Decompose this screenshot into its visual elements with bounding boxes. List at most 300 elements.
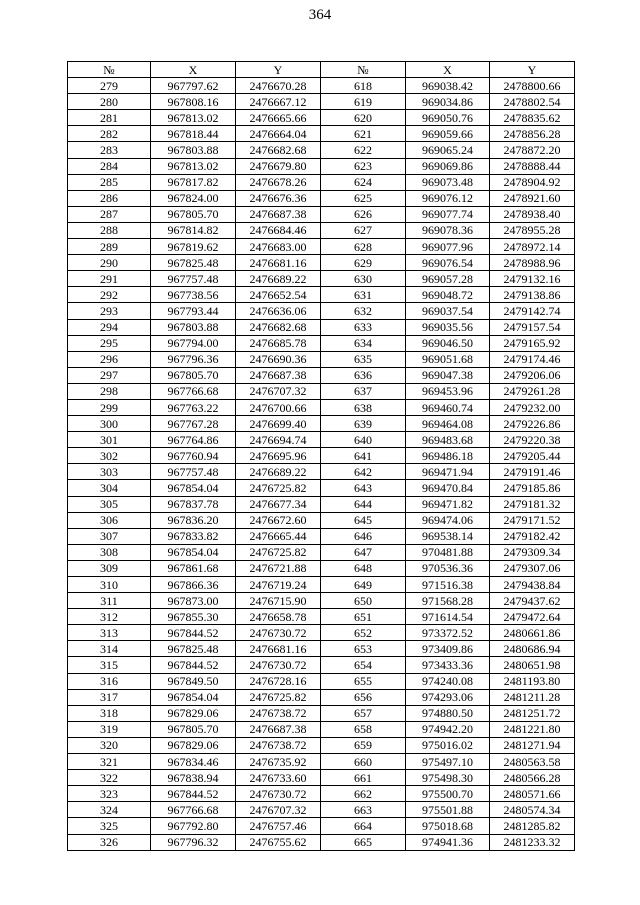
cell-number-left: 311 (68, 593, 151, 609)
table-row (68, 142, 575, 158)
table-row (68, 158, 575, 174)
table-row (68, 335, 575, 351)
cell-x-right: 969470.84 (406, 480, 490, 496)
cell-y-left: 2476719.24 (236, 577, 321, 593)
cell-y-left: 2476699.40 (236, 416, 321, 432)
cell-number-left: 318 (68, 705, 151, 721)
cell-number-left: 304 (68, 480, 151, 496)
cell-y-right: 2479205.44 (490, 448, 575, 464)
cell-y-right: 2479138.86 (490, 287, 575, 303)
cell-y-right: 2481251.72 (490, 705, 575, 721)
cell-y-left: 2476730.72 (236, 625, 321, 641)
cell-y-left: 2476738.72 (236, 705, 321, 721)
cell-x-right: 975501.88 (406, 802, 490, 818)
cell-x-left: 967738.56 (151, 287, 236, 303)
cell-x-right: 969050.76 (406, 110, 490, 126)
cell-y-right: 2478835.62 (490, 110, 575, 126)
cell-y-left: 2476679.80 (236, 158, 321, 174)
cell-number-right: 651 (321, 609, 406, 625)
cell-x-left: 967813.02 (151, 110, 236, 126)
cell-number-left: 325 (68, 818, 151, 834)
table-row (68, 737, 575, 753)
cell-number-left: 315 (68, 657, 151, 673)
cell-y-right: 2481233.32 (490, 834, 575, 850)
cell-number-left: 322 (68, 770, 151, 786)
cell-x-right: 969048.72 (406, 287, 490, 303)
table-row (68, 593, 575, 609)
cell-number-left: 293 (68, 303, 151, 319)
cell-number-left: 290 (68, 255, 151, 271)
cell-x-left: 967873.00 (151, 593, 236, 609)
cell-x-right: 969038.42 (406, 78, 490, 94)
table-row (68, 239, 575, 255)
cell-y-left: 2476735.92 (236, 754, 321, 770)
cell-x-left: 967760.94 (151, 448, 236, 464)
table-row (68, 222, 575, 238)
cell-y-left: 2476707.32 (236, 802, 321, 818)
table-row (68, 834, 575, 850)
cell-x-right: 974293.06 (406, 689, 490, 705)
cell-x-left: 967825.48 (151, 641, 236, 657)
cell-number-right: 631 (321, 287, 406, 303)
cell-number-left: 282 (68, 126, 151, 142)
cell-y-left: 2476665.44 (236, 528, 321, 544)
cell-x-right: 973372.52 (406, 625, 490, 641)
cell-x-right: 969076.54 (406, 255, 490, 271)
table-row (68, 174, 575, 190)
table-row (68, 448, 575, 464)
cell-y-left: 2476694.74 (236, 432, 321, 448)
cell-x-right: 969474.06 (406, 512, 490, 528)
cell-number-right: 658 (321, 721, 406, 737)
cell-y-left: 2476687.38 (236, 206, 321, 222)
cell-x-right: 969073.48 (406, 174, 490, 190)
table-row (68, 577, 575, 593)
cell-number-left: 279 (68, 78, 151, 94)
cell-y-left: 2476664.04 (236, 126, 321, 142)
cell-x-right: 974942.20 (406, 721, 490, 737)
cell-number-left: 281 (68, 110, 151, 126)
page-number: 364 (308, 7, 332, 23)
cell-number-right: 638 (321, 399, 406, 415)
table-row (68, 496, 575, 512)
cell-number-right: 640 (321, 432, 406, 448)
cell-x-left: 967844.52 (151, 657, 236, 673)
cell-number-left: 323 (68, 786, 151, 802)
cell-number-right: 664 (321, 818, 406, 834)
cell-x-right: 969471.82 (406, 496, 490, 512)
cell-number-left: 302 (68, 448, 151, 464)
cell-y-right: 2479185.86 (490, 480, 575, 496)
cell-number-right: 626 (321, 206, 406, 222)
cell-number-right: 650 (321, 593, 406, 609)
cell-x-left: 967766.68 (151, 802, 236, 818)
cell-number-right: 663 (321, 802, 406, 818)
cell-x-right: 971568.28 (406, 593, 490, 609)
cell-y-left: 2476672.60 (236, 512, 321, 528)
cell-y-left: 2476670.28 (236, 78, 321, 94)
cell-number-left: 313 (68, 625, 151, 641)
cell-x-left: 967808.16 (151, 94, 236, 110)
cell-y-left: 2476683.00 (236, 239, 321, 255)
header-x-left: X (151, 62, 236, 78)
cell-number-right: 622 (321, 142, 406, 158)
table-row (68, 609, 575, 625)
cell-x-right: 969034.86 (406, 94, 490, 110)
cell-y-right: 2479226.86 (490, 416, 575, 432)
table-row (68, 383, 575, 399)
cell-number-right: 660 (321, 754, 406, 770)
cell-x-left: 967792.80 (151, 818, 236, 834)
cell-number-right: 642 (321, 464, 406, 480)
cell-y-right: 2478888.44 (490, 158, 575, 174)
cell-number-left: 309 (68, 560, 151, 576)
cell-number-right: 646 (321, 528, 406, 544)
cell-number-right: 627 (321, 222, 406, 238)
table-row (68, 786, 575, 802)
cell-y-right: 2480571.66 (490, 786, 575, 802)
cell-number-left: 280 (68, 94, 151, 110)
cell-y-right: 2478800.66 (490, 78, 575, 94)
cell-y-left: 2476685.78 (236, 335, 321, 351)
cell-y-right: 2478938.40 (490, 206, 575, 222)
cell-number-right: 649 (321, 577, 406, 593)
cell-y-right: 2480661.86 (490, 625, 575, 641)
cell-x-right: 974240.08 (406, 673, 490, 689)
cell-number-right: 618 (321, 78, 406, 94)
cell-number-left: 288 (68, 222, 151, 238)
cell-x-left: 967764.86 (151, 432, 236, 448)
cell-y-right: 2479438.84 (490, 577, 575, 593)
cell-x-left: 967837.78 (151, 496, 236, 512)
cell-number-right: 652 (321, 625, 406, 641)
coordinates-table (67, 61, 575, 851)
cell-x-left: 967757.48 (151, 271, 236, 287)
cell-y-left: 2476677.34 (236, 496, 321, 512)
cell-number-left: 297 (68, 367, 151, 383)
cell-x-left: 967838.94 (151, 770, 236, 786)
cell-y-right: 2480651.98 (490, 657, 575, 673)
table-row (68, 464, 575, 480)
cell-number-right: 644 (321, 496, 406, 512)
cell-x-right: 969069.86 (406, 158, 490, 174)
cell-x-left: 967818.44 (151, 126, 236, 142)
cell-x-left: 967814.82 (151, 222, 236, 238)
table-row (68, 625, 575, 641)
cell-x-right: 969076.12 (406, 190, 490, 206)
cell-x-right: 969057.28 (406, 271, 490, 287)
cell-y-right: 2481271.94 (490, 737, 575, 753)
table-body (68, 78, 575, 851)
cell-x-right: 969464.08 (406, 416, 490, 432)
cell-y-left: 2476700.66 (236, 399, 321, 415)
cell-number-right: 647 (321, 544, 406, 560)
cell-number-left: 291 (68, 271, 151, 287)
cell-x-left: 967805.70 (151, 367, 236, 383)
cell-x-right: 969078.36 (406, 222, 490, 238)
cell-x-right: 969047.38 (406, 367, 490, 383)
table-row (68, 818, 575, 834)
cell-x-left: 967805.70 (151, 206, 236, 222)
cell-number-left: 292 (68, 287, 151, 303)
cell-x-left: 967803.88 (151, 142, 236, 158)
table-row (68, 432, 575, 448)
cell-x-left: 967844.52 (151, 786, 236, 802)
cell-x-left: 967824.00 (151, 190, 236, 206)
cell-number-left: 300 (68, 416, 151, 432)
cell-y-left: 2476681.16 (236, 255, 321, 271)
cell-y-right: 2481211.28 (490, 689, 575, 705)
cell-number-left: 284 (68, 158, 151, 174)
cell-y-right: 2481221.80 (490, 721, 575, 737)
cell-number-left: 305 (68, 496, 151, 512)
cell-x-right: 969538.14 (406, 528, 490, 544)
cell-x-left: 967844.52 (151, 625, 236, 641)
cell-x-right: 975500.70 (406, 786, 490, 802)
cell-x-right: 969035.56 (406, 319, 490, 335)
cell-y-left: 2476667.12 (236, 94, 321, 110)
header-y-left: Y (236, 62, 321, 78)
cell-y-left: 2476689.22 (236, 464, 321, 480)
cell-number-left: 310 (68, 577, 151, 593)
cell-x-right: 974941.36 (406, 834, 490, 850)
cell-y-left: 2476665.66 (236, 110, 321, 126)
cell-y-right: 2479191.46 (490, 464, 575, 480)
cell-x-left: 967796.36 (151, 351, 236, 367)
table-row (68, 94, 575, 110)
table-row (68, 271, 575, 287)
cell-y-right: 2479232.00 (490, 399, 575, 415)
table-row (68, 480, 575, 496)
cell-y-left: 2476730.72 (236, 786, 321, 802)
cell-y-left: 2476725.82 (236, 689, 321, 705)
cell-y-left: 2476757.46 (236, 818, 321, 834)
cell-number-left: 283 (68, 142, 151, 158)
cell-y-right: 2479171.52 (490, 512, 575, 528)
cell-x-right: 969483.68 (406, 432, 490, 448)
cell-number-left: 321 (68, 754, 151, 770)
cell-number-right: 635 (321, 351, 406, 367)
cell-y-right: 2480574.34 (490, 802, 575, 818)
cell-x-left: 967817.82 (151, 174, 236, 190)
cell-number-right: 624 (321, 174, 406, 190)
table-row (68, 319, 575, 335)
table-row (68, 641, 575, 657)
cell-x-right: 969037.54 (406, 303, 490, 319)
cell-y-left: 2476678.26 (236, 174, 321, 190)
cell-x-left: 967803.88 (151, 319, 236, 335)
cell-number-right: 659 (321, 737, 406, 753)
cell-y-left: 2476728.16 (236, 673, 321, 689)
cell-number-left: 326 (68, 834, 151, 850)
cell-y-right: 2479206.06 (490, 367, 575, 383)
cell-x-right: 971614.54 (406, 609, 490, 625)
table-row (68, 126, 575, 142)
table-row (68, 705, 575, 721)
cell-number-left: 301 (68, 432, 151, 448)
cell-y-right: 2479261.28 (490, 383, 575, 399)
cell-number-left: 303 (68, 464, 151, 480)
table-row (68, 351, 575, 367)
table-row (68, 110, 575, 126)
table-row (68, 255, 575, 271)
cell-x-left: 967813.02 (151, 158, 236, 174)
cell-y-left: 2476652.54 (236, 287, 321, 303)
cell-y-left: 2476707.32 (236, 383, 321, 399)
cell-x-right: 969453.96 (406, 383, 490, 399)
cell-number-right: 625 (321, 190, 406, 206)
cell-y-right: 2479309.34 (490, 544, 575, 560)
cell-x-right: 969077.74 (406, 206, 490, 222)
cell-number-left: 317 (68, 689, 151, 705)
cell-x-right: 975016.02 (406, 737, 490, 753)
table-row (68, 303, 575, 319)
cell-number-right: 665 (321, 834, 406, 850)
cell-y-left: 2476681.16 (236, 641, 321, 657)
cell-number-right: 661 (321, 770, 406, 786)
table-row (68, 78, 575, 94)
cell-y-left: 2476690.36 (236, 351, 321, 367)
cell-number-right: 643 (321, 480, 406, 496)
cell-x-left: 967866.36 (151, 577, 236, 593)
table-row (68, 512, 575, 528)
cell-y-left: 2476695.96 (236, 448, 321, 464)
cell-number-right: 656 (321, 689, 406, 705)
cell-x-right: 973409.86 (406, 641, 490, 657)
cell-x-left: 967836.20 (151, 512, 236, 528)
header-number-right: № (321, 62, 406, 78)
cell-x-left: 967854.04 (151, 689, 236, 705)
cell-x-right: 969486.18 (406, 448, 490, 464)
cell-y-right: 2478988.96 (490, 255, 575, 271)
table-row (68, 689, 575, 705)
cell-y-left: 2476682.68 (236, 319, 321, 335)
cell-x-left: 967757.48 (151, 464, 236, 480)
table-row (68, 528, 575, 544)
cell-number-right: 634 (321, 335, 406, 351)
cell-y-right: 2479437.62 (490, 593, 575, 609)
cell-x-left: 967797.62 (151, 78, 236, 94)
cell-y-right: 2479220.38 (490, 432, 575, 448)
cell-number-left: 294 (68, 319, 151, 335)
table-row (68, 206, 575, 222)
table-row (68, 560, 575, 576)
cell-number-right: 653 (321, 641, 406, 657)
cell-x-left: 967854.04 (151, 480, 236, 496)
cell-number-left: 286 (68, 190, 151, 206)
table-row (68, 416, 575, 432)
table-row (68, 190, 575, 206)
cell-y-right: 2479174.46 (490, 351, 575, 367)
cell-x-left: 967855.30 (151, 609, 236, 625)
cell-number-right: 654 (321, 657, 406, 673)
cell-y-left: 2476684.46 (236, 222, 321, 238)
cell-y-right: 2480563.58 (490, 754, 575, 770)
cell-y-right: 2478972.14 (490, 239, 575, 255)
cell-y-right: 2478955.28 (490, 222, 575, 238)
cell-number-left: 296 (68, 351, 151, 367)
cell-y-left: 2476636.06 (236, 303, 321, 319)
table-row (68, 770, 575, 786)
cell-number-left: 312 (68, 609, 151, 625)
cell-number-left: 308 (68, 544, 151, 560)
table-header-row (68, 62, 575, 78)
header-y-right: Y (490, 62, 575, 78)
cell-y-right: 2479472.64 (490, 609, 575, 625)
cell-y-right: 2479181.32 (490, 496, 575, 512)
cell-y-left: 2476733.60 (236, 770, 321, 786)
cell-number-right: 657 (321, 705, 406, 721)
cell-number-left: 316 (68, 673, 151, 689)
cell-number-right: 641 (321, 448, 406, 464)
cell-number-right: 639 (321, 416, 406, 432)
cell-y-left: 2476725.82 (236, 544, 321, 560)
cell-x-right: 971516.38 (406, 577, 490, 593)
cell-y-right: 2480686.94 (490, 641, 575, 657)
cell-number-left: 306 (68, 512, 151, 528)
cell-x-left: 967834.46 (151, 754, 236, 770)
cell-y-left: 2476676.36 (236, 190, 321, 206)
cell-y-left: 2476721.88 (236, 560, 321, 576)
cell-x-right: 974880.50 (406, 705, 490, 721)
cell-x-left: 967767.28 (151, 416, 236, 432)
cell-number-left: 285 (68, 174, 151, 190)
cell-y-left: 2476687.38 (236, 721, 321, 737)
cell-number-right: 629 (321, 255, 406, 271)
cell-x-left: 967794.00 (151, 335, 236, 351)
table-row (68, 802, 575, 818)
cell-y-right: 2478872.20 (490, 142, 575, 158)
cell-number-left: 319 (68, 721, 151, 737)
header-x-right: X (406, 62, 490, 78)
cell-x-left: 967833.82 (151, 528, 236, 544)
cell-x-right: 975497.10 (406, 754, 490, 770)
cell-number-left: 320 (68, 737, 151, 753)
cell-y-left: 2476738.72 (236, 737, 321, 753)
table-row (68, 673, 575, 689)
cell-number-left: 324 (68, 802, 151, 818)
cell-x-left: 967829.06 (151, 705, 236, 721)
header-number-left: № (68, 62, 151, 78)
cell-number-left: 295 (68, 335, 151, 351)
cell-x-right: 973433.36 (406, 657, 490, 673)
cell-number-right: 655 (321, 673, 406, 689)
cell-y-right: 2479182.42 (490, 528, 575, 544)
cell-y-left: 2476725.82 (236, 480, 321, 496)
cell-y-right: 2478802.54 (490, 94, 575, 110)
cell-number-right: 637 (321, 383, 406, 399)
table-row (68, 367, 575, 383)
table-row (68, 721, 575, 737)
cell-x-right: 970481.88 (406, 544, 490, 560)
cell-y-left: 2476730.72 (236, 657, 321, 673)
cell-x-right: 969051.68 (406, 351, 490, 367)
cell-number-left: 287 (68, 206, 151, 222)
cell-number-right: 628 (321, 239, 406, 255)
cell-x-right: 969065.24 (406, 142, 490, 158)
cell-y-left: 2476755.62 (236, 834, 321, 850)
cell-y-left: 2476687.38 (236, 367, 321, 383)
cell-number-left: 314 (68, 641, 151, 657)
cell-x-left: 967849.50 (151, 673, 236, 689)
cell-y-right: 2481285.82 (490, 818, 575, 834)
table-row (68, 399, 575, 415)
table-row (68, 754, 575, 770)
cell-x-left: 967829.06 (151, 737, 236, 753)
cell-number-right: 645 (321, 512, 406, 528)
cell-number-left: 298 (68, 383, 151, 399)
cell-number-right: 648 (321, 560, 406, 576)
